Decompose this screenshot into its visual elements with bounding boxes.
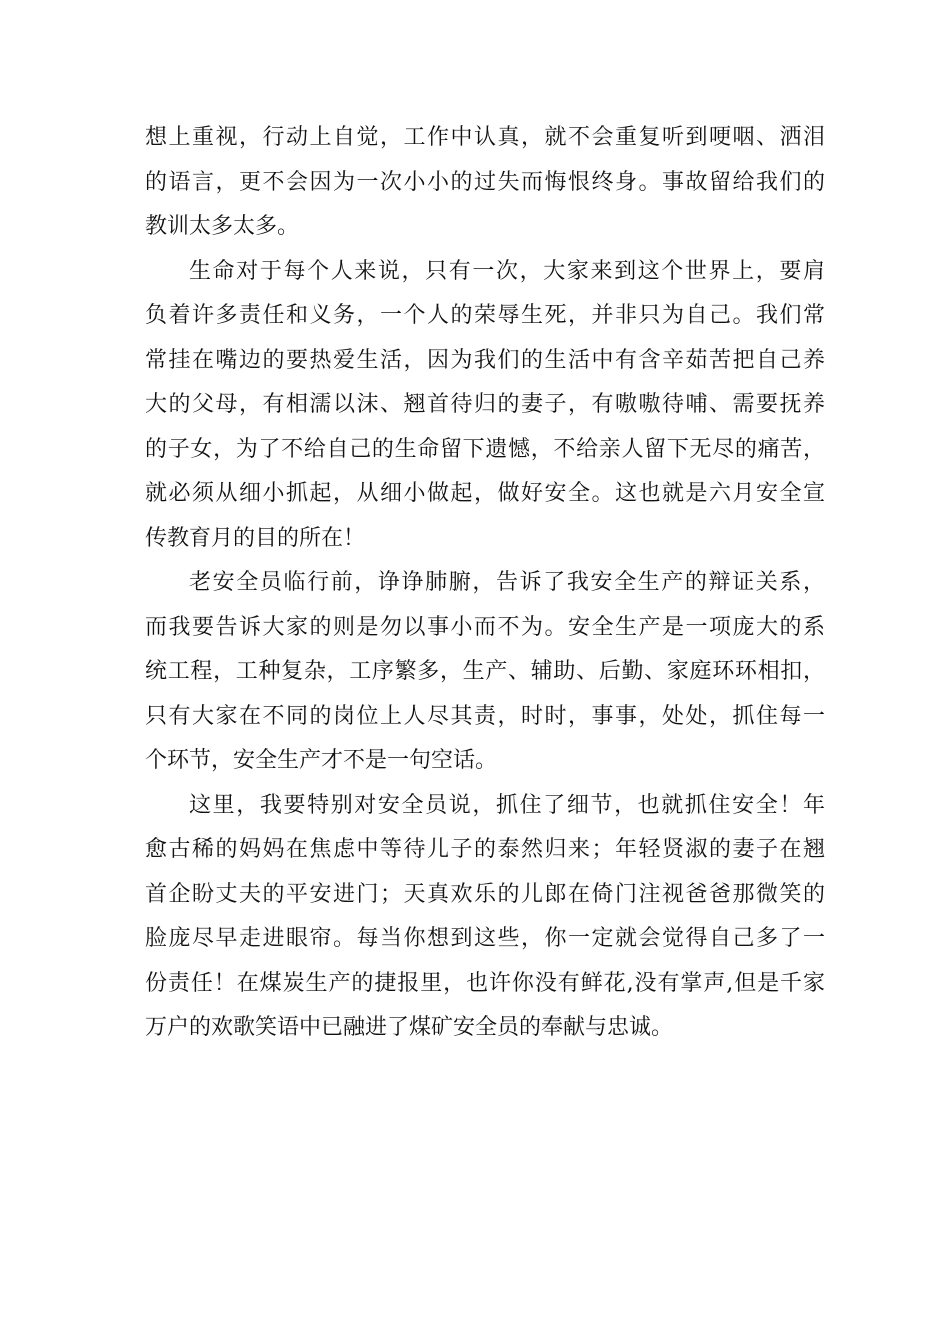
text-line: 万户的欢歌笑语中已融进了煤矿安全员的奉献与忠诚。 xyxy=(145,1015,674,1040)
paragraph-2 xyxy=(145,250,825,562)
text-line: 份责任！在煤炭生产的捷报里，也许你没有鲜花,没有掌声,但是千家 xyxy=(145,970,825,996)
paragraph-3 xyxy=(145,561,825,784)
paragraph-4 xyxy=(145,784,825,1051)
paragraph-1 xyxy=(145,116,825,250)
text-line: 的语言，更不会因为一次小小的过失而悔恨终身。事故留给我们的 xyxy=(145,169,825,195)
text-line: 这里，我要特别对安全员说，抓住了细节，也就抓住安全！年 xyxy=(189,792,825,818)
text-line: 脸庞尽早走进眼帘。每当你想到这些，你一定就会觉得自己多了一 xyxy=(145,926,825,951)
document-body xyxy=(145,116,825,1051)
text-line: 老安全员临行前，诤诤肺腑，告诉了我安全生产的辩证关系， xyxy=(189,570,825,595)
text-line: 首企盼丈夫的平安进门；天真欢乐的儿郎在倚门注视爸爸那微笑的 xyxy=(145,881,825,907)
text-line: 负着许多责任和义务，一个人的荣辱生死，并非只为自己。我们常 xyxy=(145,303,825,328)
text-line: 传教育月的目的所在！ xyxy=(145,525,366,551)
text-line: 只有大家在不同的岗位上人尽其责，时时，事事，处处，抓住每一 xyxy=(145,703,825,729)
text-line: 统工程，工种复杂，工序繁多，生产、辅助、后勤、家庭环环相扣， xyxy=(145,659,825,684)
text-line: 愈古稀的妈妈在焦虑中等待儿子的泰然归来；年轻贤淑的妻子在翘 xyxy=(145,837,825,862)
text-line: 教训太多太多。 xyxy=(145,214,300,239)
text-line: 常挂在嘴边的要热爱生活，因为我们的生活中有含辛茹苦把自己养 xyxy=(145,347,825,373)
text-line: 想上重视，行动上自觉，工作中认真，就不会重复听到哽咽、洒泪 xyxy=(145,125,825,150)
text-line: 生命对于每个人来说，只有一次，大家来到这个世界上，要肩 xyxy=(189,258,825,284)
text-line: 而我要告诉大家的则是勿以事小而不为。安全生产是一项庞大的系 xyxy=(145,614,825,640)
text-line: 就必须从细小抓起，从细小做起，做好安全。这也就是六月安全宣 xyxy=(145,481,825,506)
text-line: 大的父母，有相濡以沫、翘首待归的妻子，有嗷嗷待哺、需要抚养 xyxy=(145,392,825,417)
text-line: 个环节，安全生产才不是一句空话。 xyxy=(145,748,498,773)
text-line: 的子女，为了不给自己的生命留下遗憾，不给亲人留下无尽的痛苦， xyxy=(145,436,825,462)
